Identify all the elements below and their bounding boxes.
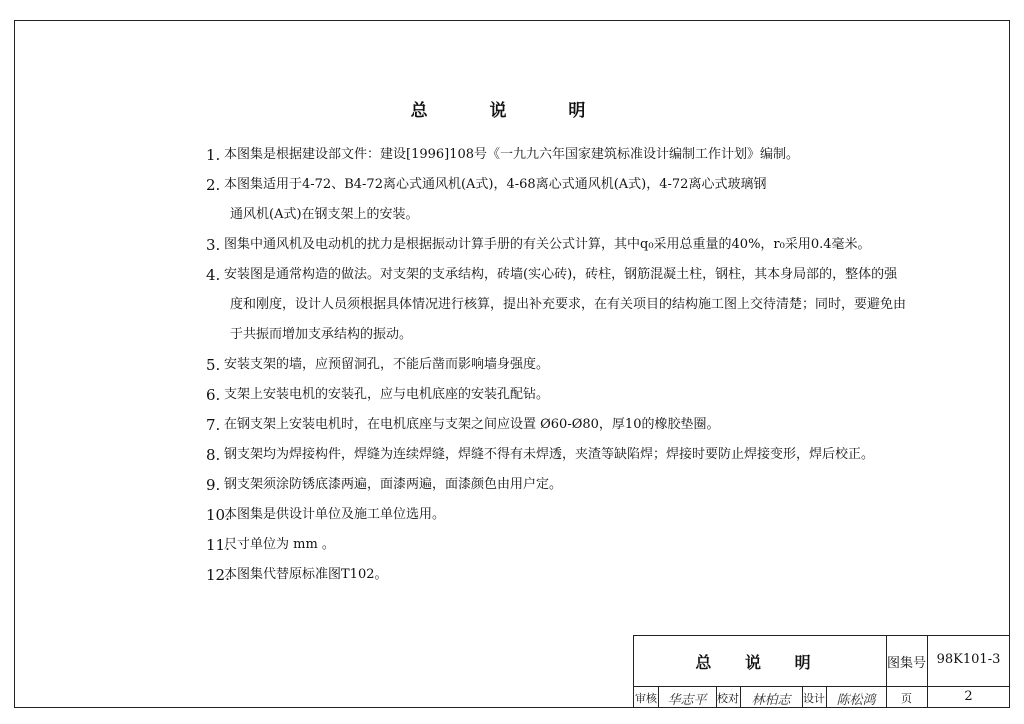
note-number: 11.	[206, 536, 230, 554]
divider	[634, 686, 1010, 687]
atlas-number: 98K101-3	[936, 652, 1001, 667]
design-signature: 陈松鸿	[836, 693, 876, 708]
note-number: 2.	[206, 176, 221, 194]
note-item	[206, 440, 875, 470]
note-item	[206, 560, 816, 590]
note-number: 3.	[206, 236, 221, 254]
note-text-continued: 通风机(A式)在钢支架上的安装。	[230, 207, 419, 222]
note-number: 10.	[206, 506, 230, 524]
note-text: 安装支架的墙，应预留洞孔，不能后凿而影响墙身强度。	[224, 357, 550, 372]
note-text: 图集中通风机及电动机的扰力是根据振动计算手册的有关公式计算，其中q₀采用总重量的40%，r₀采用0.4毫米。	[224, 237, 871, 252]
note-number: 4.	[206, 266, 221, 284]
notes-list	[206, 140, 907, 590]
note-item	[206, 350, 816, 380]
note-text: 本图集是根据建设部文件：建设[1996]108号《一九九六年国家建筑标准设计编制工作计划》编制。	[224, 147, 800, 162]
note-number: 5.	[206, 356, 221, 374]
note-text: 钢支架须涂防锈底漆两遍，面漆两遍，面漆颜色由用户定。	[224, 477, 563, 492]
note-item	[206, 380, 816, 410]
note-text-continued: 于共振而增加支承结构的振动。	[230, 327, 413, 342]
title-block	[633, 635, 1009, 707]
atlas-label: 图集号	[886, 656, 926, 671]
design-label: 设计	[803, 692, 825, 705]
note-item	[206, 500, 816, 530]
note-item	[206, 170, 816, 230]
note-item	[206, 260, 907, 350]
review-signature: 华志平	[667, 693, 707, 708]
page-number: 2	[964, 689, 973, 704]
note-item	[206, 470, 816, 500]
note-number: 12.	[206, 566, 230, 584]
check-label: 校对	[717, 692, 739, 705]
note-number: 8.	[206, 446, 221, 464]
note-text: 本图集适用于4-72、B4-72离心式通风机(A式)，4-68离心式通风机(A式)，4-72离心式玻璃钢	[224, 177, 767, 192]
note-text: 本图集代替原标准图T102。	[224, 567, 388, 582]
sheet-title: 总 说 明	[695, 653, 825, 672]
page-title: 总 说 明	[410, 101, 614, 121]
review-label: 审核	[635, 692, 657, 705]
note-item	[206, 230, 871, 260]
note-number: 6.	[206, 386, 221, 404]
note-text: 钢支架均为焊接构件，焊缝为连续焊缝，焊缝不得有未焊透，夹渣等缺陷焊；焊接时要防止焊接变形，焊后校正。	[224, 447, 875, 462]
check-signature: 林柏志	[751, 693, 791, 708]
page-label: 页	[901, 692, 912, 705]
note-text: 安装图是通常构造的做法。对支架的支承结构，砖墙(实心砖)，砖柱，钢筋混凝土柱，钢柱，其本身局部的，整体的强	[224, 267, 898, 282]
note-text: 支架上安装电机的安装孔，应与电机底座的安装孔配钻。	[224, 387, 550, 402]
note-number: 7.	[206, 416, 221, 434]
note-item	[206, 410, 816, 440]
note-text: 本图集是供设计单位及施工单位选用。	[224, 507, 446, 522]
note-item	[206, 530, 816, 560]
note-item	[206, 140, 816, 170]
note-text: 尺寸单位为 mm 。	[224, 537, 335, 552]
note-number: 9.	[206, 476, 221, 494]
note-number: 1.	[206, 146, 221, 164]
note-text: 在钢支架上安装电机时，在电机底座与支架之间应设置 Ø60-Ø80，厚10的橡胶垫圈。	[224, 417, 720, 432]
note-text-continued: 度和刚度，设计人员须根据具体情况进行核算，提出补充要求，在有关项目的结构施工图上交待清楚；同时，要避免由	[230, 297, 907, 312]
